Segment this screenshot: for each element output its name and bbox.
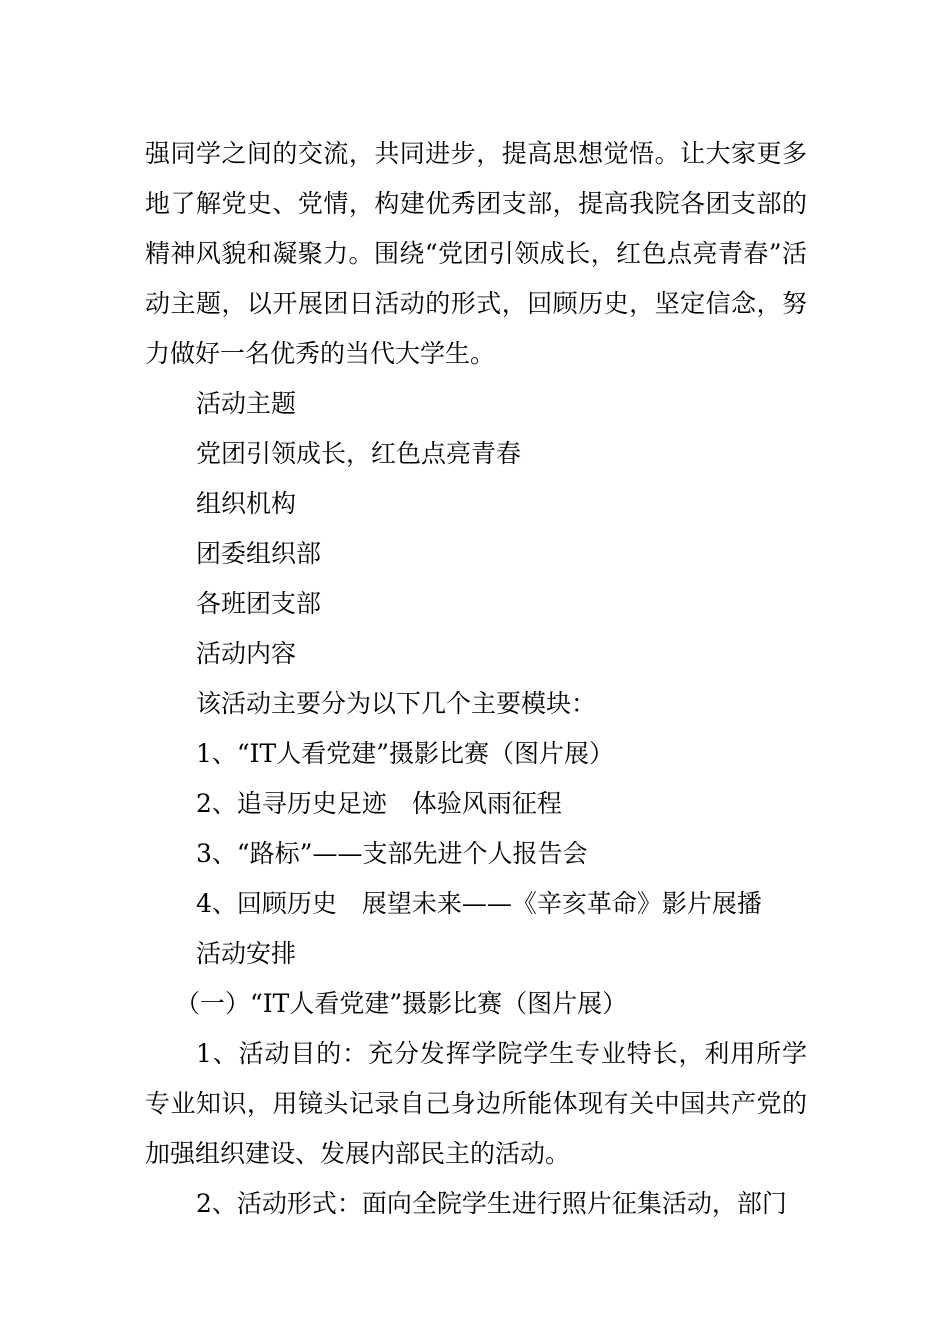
document-page <box>145 129 807 1229</box>
schedule-section-1-purpose: 1、活动目的：充分发挥学院学生专业特长，利用所学专业知识，用镜头记录自己身边所能体现有关中国共产党的加强组织建设、发展内部民主的活动。 <box>145 1039 807 1168</box>
heading-activity-schedule: 活动安排 <box>196 939 297 968</box>
paragraph-intro: 强同学之间的交流，共同进步，提高思想觉悟。让大家更多地了解党史、党情，构建优秀团支部，提高我院各团支部的精神风貌和凝聚力。围绕“党团引领成长，红色点亮青春”活动主题，以开展团日活动的形式，回顾历史，坚定信念，努力做好一名优秀的当代大学生。 <box>145 139 807 368</box>
schedule-section-1-title: （一）“IT人看党建”摄影比赛（图片展） <box>175 989 628 1018</box>
module-item-2: 2、追寻历史足迹 体验风雨征程 <box>196 789 562 818</box>
heading-activity-content: 活动内容 <box>196 639 297 668</box>
heading-organization: 组织机构 <box>196 489 297 518</box>
module-item-1: 1、“IT人看党建”摄影比赛（图片展） <box>196 739 615 768</box>
module-item-4: 4、回顾历史 展望未来——《辛亥革命》影片展播 <box>196 889 762 918</box>
heading-activity-theme: 活动主题 <box>196 389 297 418</box>
schedule-section-1-form: 2、活动形式：面向全院学生进行照片征集活动，部门 <box>196 1189 787 1218</box>
activity-content-intro: 该活动主要分为以下几个主要模块： <box>196 689 597 718</box>
organization-item-1: 团委组织部 <box>196 539 322 568</box>
organization-item-2: 各班团支部 <box>196 589 322 618</box>
activity-theme-text: 党团引领成长，红色点亮青春 <box>196 439 522 468</box>
module-item-3: 3、“路标”——支部先进个人报告会 <box>196 839 588 868</box>
